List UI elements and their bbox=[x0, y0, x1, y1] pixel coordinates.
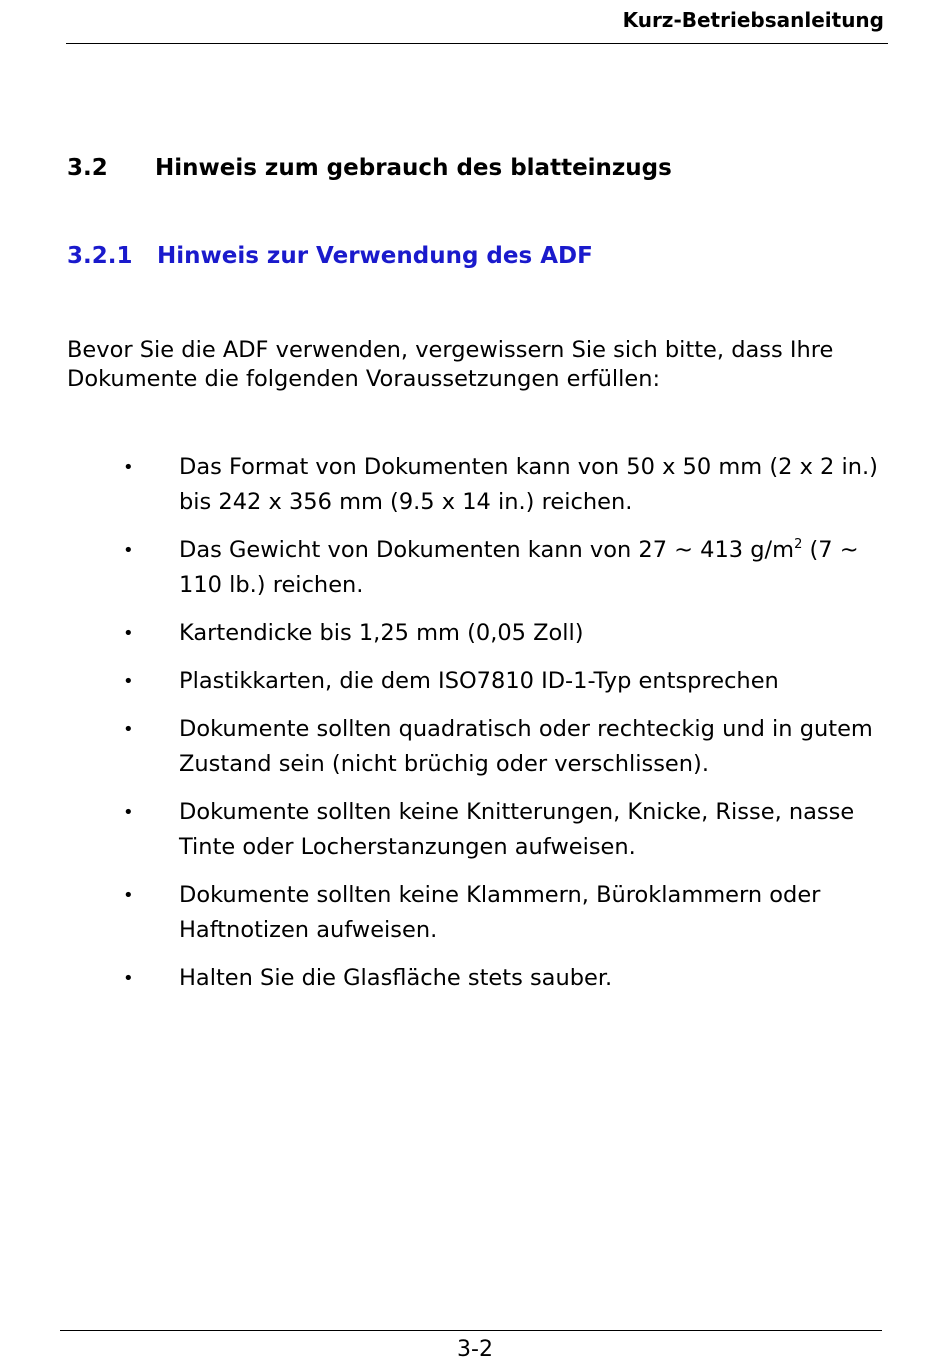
list-item-text-continued: (7 ~ 110 lb.) reichen. bbox=[179, 537, 859, 598]
list-item bbox=[0, 961, 879, 996]
bullet-icon: • bbox=[123, 671, 134, 692]
list-item-text: Kartendicke bis 1,25 mm (0,05 Zoll) bbox=[179, 620, 584, 646]
bullet-icon: • bbox=[123, 802, 134, 823]
section-number: 3.2 bbox=[67, 155, 108, 181]
subsection-number: 3.2.1 bbox=[67, 243, 133, 269]
footer-divider bbox=[60, 1330, 882, 1331]
list-item bbox=[0, 712, 879, 782]
bullet-icon: • bbox=[123, 457, 134, 478]
page-number: 3-2 bbox=[457, 1337, 493, 1362]
section-heading bbox=[67, 155, 672, 181]
section-title: Hinweis zum gebrauch des blatteinzugs bbox=[155, 155, 672, 181]
list-item-text: Plastikkarten, die dem ISO7810 ID-1-Typ entsprechen bbox=[179, 668, 779, 694]
list-item bbox=[0, 450, 879, 520]
header-divider bbox=[66, 43, 888, 44]
list-item bbox=[0, 878, 879, 948]
list-item bbox=[0, 795, 879, 865]
requirements-list bbox=[0, 450, 950, 1009]
subsection-title: Hinweis zur Verwendung des ADF bbox=[157, 243, 593, 269]
intro-paragraph: Bevor Sie die ADF verwenden, vergewissern Sie sich bitte, dass Ihre Dokumente die folgenden Voraussetzungen erfüllen: bbox=[67, 337, 834, 392]
list-item-text: Dokumente sollten keine Knitterungen, Knicke, Risse, nasse Tinte oder Locherstanzungen aufweisen. bbox=[179, 799, 855, 860]
list-item-text: Das Format von Dokumenten kann von 50 x 50 mm (2 x 2 in.) bis 242 x 356 mm (9.5 x 14 in.) reichen. bbox=[179, 454, 878, 515]
running-header: Kurz-Betriebsanleitung bbox=[622, 8, 884, 32]
bullet-icon: • bbox=[123, 623, 134, 644]
list-item-text: Halten Sie die Glasfläche stets sauber. bbox=[179, 965, 613, 991]
bullet-icon: • bbox=[123, 885, 134, 906]
subsection-heading bbox=[67, 243, 593, 269]
list-item-text: Dokumente sollten quadratisch oder rechteckig und in gutem Zustand sein (nicht brüchig oder verschlissen). bbox=[179, 716, 873, 777]
superscript: 2 bbox=[794, 537, 803, 552]
list-item bbox=[0, 664, 879, 699]
bullet-icon: • bbox=[123, 540, 134, 561]
list-item bbox=[0, 616, 879, 651]
list-item-text: Dokumente sollten keine Klammern, Büroklammern oder Haftnotizen aufweisen. bbox=[179, 882, 821, 943]
list-item bbox=[0, 533, 879, 603]
bullet-icon: • bbox=[123, 968, 134, 989]
list-item-text: Das Gewicht von Dokumenten kann von 27 ~ 413 g/m bbox=[179, 537, 795, 563]
bullet-icon: • bbox=[123, 719, 134, 740]
